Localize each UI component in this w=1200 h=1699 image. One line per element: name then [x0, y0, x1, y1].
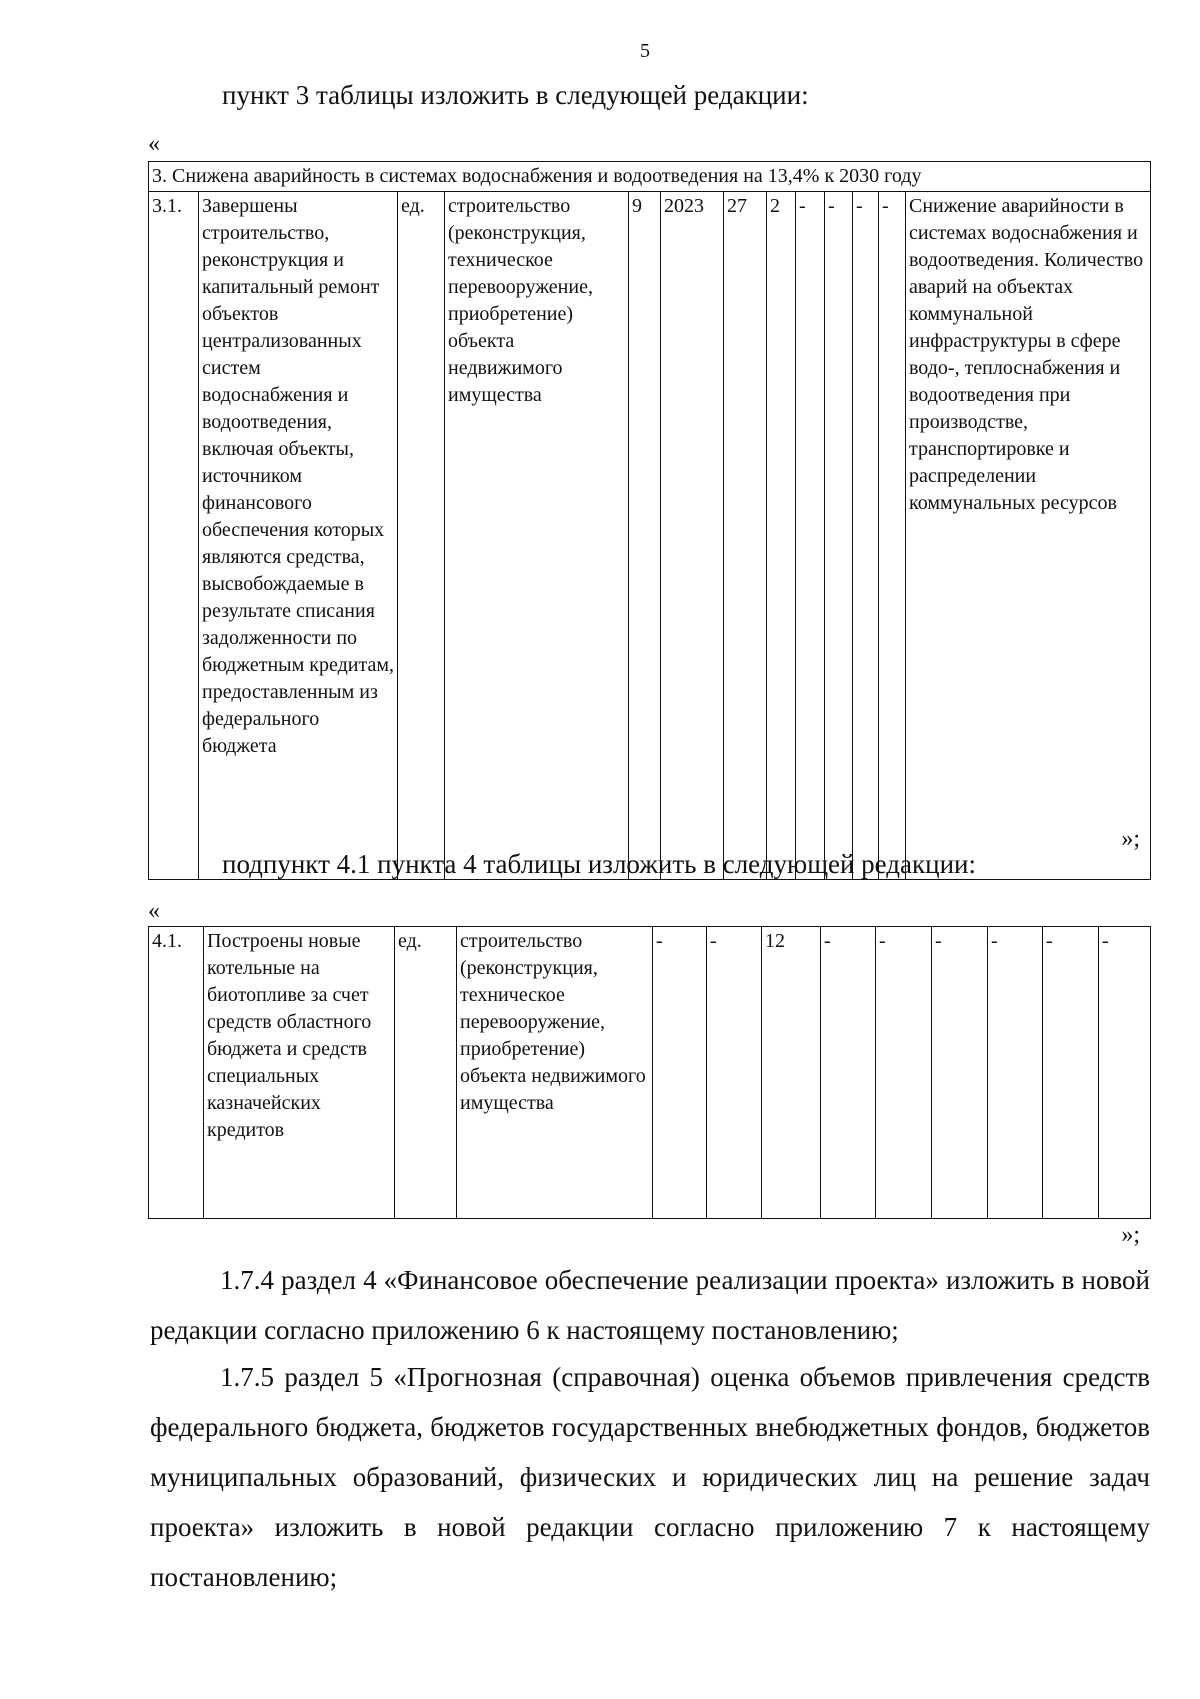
row-value-9: -: [1099, 927, 1151, 1219]
row-type: строительство (реконструкция, техническое перевооружение, приобретение) объекта недвижимого имущества: [445, 192, 629, 880]
row-value-5: -: [796, 192, 825, 880]
section1-open-quote: «: [148, 131, 160, 157]
table-row: [149, 927, 1151, 1219]
table-item-3: [148, 161, 1151, 880]
row-value-3: 12: [762, 927, 821, 1219]
row-value-4: -: [821, 927, 876, 1219]
row-value-4: 2: [767, 192, 796, 880]
row-name: Завершены строительство, реконструкция и капитальный ремонт объектов централизованных систем водоснабжения и водоотведения, включая объекты, источником финансового обеспечения которых являются средства, высвобождаемые в результате списания задолженности по бюджетным кредитам, предоставленным из федерального бюджета: [199, 192, 398, 880]
row-value-6: -: [825, 192, 853, 880]
row-type: строительство (реконструкция, техническое перевооружение, приобретение) объекта недвижимого имущества: [457, 927, 653, 1219]
row-value-2: 2023: [661, 192, 724, 880]
table-header-goal: 3. Снижена аварийность в системах водоснабжения и водоотведения на 13,4% к 2030 году: [149, 162, 1151, 192]
table-item-4-1: [148, 926, 1151, 1219]
paragraph-1-7-4: 1.7.4 раздел 4 «Финансовое обеспечение реализации проекта» изложить в новой редакции согласно приложению 6 к настоящему постановлению;: [150, 1265, 1150, 1345]
table-row: [149, 192, 1151, 880]
row-value-7: -: [988, 927, 1043, 1219]
page-number: 5: [640, 40, 650, 62]
row-value-7: -: [853, 192, 879, 880]
section1-intro: пункт 3 таблицы изложить в следующей редакции:: [222, 80, 809, 110]
row-value-5: -: [876, 927, 932, 1219]
row-note: Снижение аварийности в системах водоснабжения и водоотведения. Количество аварий на объектах коммунальной инфраструктуры в сфере водо-, теплоснабжения и водоотведения при производстве, транспортировке и распределении коммунальных ресурсов: [906, 192, 1151, 880]
paragraph-1-7-5: 1.7.5 раздел 5 «Прогнозная (справочная) оценка объемов привлечения средств федерального бюджета, бюджетов государственных внебюджетных фондов, бюджетов муниципальных образований, физических и юридических лиц на решение задач проекта» изложить в новой редакции согласно приложению 7 к настоящему постановлению;: [150, 1362, 1150, 1592]
row-value-6: -: [932, 927, 988, 1219]
section1-close-quote: »;: [1121, 826, 1140, 852]
section2-open-quote: «: [148, 898, 160, 924]
row-value-1: 9: [629, 192, 661, 880]
row-value-3: 27: [724, 192, 767, 880]
row-value-2: -: [707, 927, 762, 1219]
row-number: 4.1.: [149, 927, 204, 1219]
row-value-8: -: [879, 192, 906, 880]
row-value-1: -: [653, 927, 707, 1219]
row-unit: ед.: [398, 192, 445, 880]
row-name: Построены новые котельные на биотопливе за счет средств областного бюджета и средств специальных казначейских кредитов: [204, 927, 395, 1219]
section2-intro: подпункт 4.1 пункта 4 таблицы изложить в следующей редакции:: [222, 849, 976, 879]
section2-close-quote: »;: [1121, 1222, 1140, 1248]
row-number: 3.1.: [149, 192, 199, 880]
row-unit: ед.: [395, 927, 457, 1219]
row-value-8: -: [1043, 927, 1099, 1219]
